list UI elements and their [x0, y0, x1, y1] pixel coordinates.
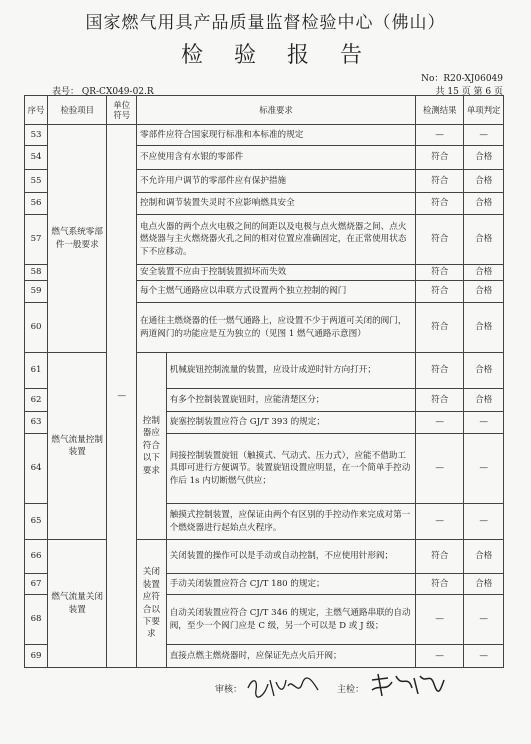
row-verdict: 合格 — [464, 265, 504, 281]
row-no: 68 — [25, 595, 48, 645]
group-flow-shutoff: 燃气流量关闭装置 — [48, 540, 107, 668]
col-unit: 单位符号 — [107, 96, 137, 125]
row-no: 66 — [25, 540, 48, 574]
row-verdict: 合格 — [464, 146, 504, 170]
group-general-requirements: 燃气系统零部件一般要求 — [48, 125, 107, 353]
row-requirement: 旋塞控制装置应符合 GJ/T 393 的规定； — [166, 412, 415, 434]
row-requirement: 电点火器的两个点火电极之间的间距以及电极与点火燃烧器之间、点火燃烧器与主火燃烧器火孔之间的相对位置应准确固定，在正常使用状态下不应移动。 — [137, 215, 416, 265]
row-verdict: 合格 — [464, 574, 504, 595]
row-verdict: 合格 — [464, 353, 504, 389]
header-row — [25, 96, 504, 125]
row-result: 符合 — [416, 215, 464, 265]
row-requirement: 安全装置不应由于控制装置损坏而失效 — [137, 265, 416, 281]
row-verdict: — — [464, 595, 504, 645]
row-result: 符合 — [416, 303, 464, 353]
row-result: — — [416, 504, 464, 540]
row-no: 59 — [25, 281, 48, 303]
row-requirement: 关闭装置的操作可以是手动或自动控制，不应使用针形阀； — [166, 540, 415, 574]
document-title: 检 验 报 告 — [181, 43, 374, 68]
row-requirement: 有多个控制装置旋钮时，应能清楚区分； — [166, 389, 415, 412]
row-verdict: 合格 — [464, 281, 504, 303]
col-seq: 序号 — [25, 96, 48, 125]
row-verdict: 合格 — [464, 389, 504, 412]
row-result: — — [416, 412, 464, 434]
col-result: 检测结果 — [416, 96, 464, 125]
row-verdict: — — [464, 434, 504, 504]
col-item: 检验项目 — [48, 96, 107, 125]
row-result: 符合 — [416, 540, 464, 574]
inspection-table — [24, 95, 504, 668]
row-result: 符合 — [416, 146, 464, 170]
row-requirement: 在通往主燃烧器的任一燃气通路上，应设置不少于两道可关闭的阀门，两道阀门的功能应是互为独立的（见图 1 燃气通路示意图） — [137, 303, 416, 353]
row-requirement: 机械旋钮控制流量的装置，应设计成逆时针方向打开； — [166, 353, 415, 389]
row-no: 53 — [25, 125, 48, 146]
row-requirement: 控制和调节装置失灵时不应影响燃具安全 — [137, 193, 416, 215]
col-verdict: 单项判定 — [464, 96, 504, 125]
row-verdict: 合格 — [464, 170, 504, 193]
row-requirement: 零部件应符合国家现行标准和本标准的规定 — [137, 125, 416, 146]
row-no: 54 — [25, 146, 48, 170]
row-no: 64 — [25, 434, 48, 504]
row-no: 65 — [25, 504, 48, 540]
report-number: No：R20-XJ06049 — [421, 74, 503, 84]
row-requirement: 不应使用含有水银的零部件 — [137, 146, 416, 170]
row-no: 55 — [25, 170, 48, 193]
row-verdict: — — [464, 125, 504, 146]
row-verdict: 合格 — [464, 193, 504, 215]
supervisor-label: 主检： — [337, 685, 365, 695]
subgroup-shutoff: 关闭装置应符合以下要求 — [137, 540, 167, 668]
row-no: 67 — [25, 574, 48, 595]
row-verdict: 合格 — [464, 215, 504, 265]
row-result: — — [416, 434, 464, 504]
row-verdict: 合格 — [464, 540, 504, 574]
row-no: 60 — [25, 303, 48, 353]
organization-name: 国家燃气用具产品质量监督检验中心（佛山） — [85, 13, 446, 33]
row-verdict: 合格 — [464, 303, 504, 353]
row-requirement: 不允许用户调节的零部件应有保护措施 — [137, 170, 416, 193]
row-no: 56 — [25, 193, 48, 215]
row-requirement: 触摸式控制装置，应保证由两个有区别的手控动作来完成对第一个燃烧器进行起始点火程序。 — [166, 504, 415, 540]
row-requirement: 手动关闭装置应符合 CJ/T 180 的规定； — [166, 574, 415, 595]
row-no: 62 — [25, 389, 48, 412]
table-row — [25, 540, 504, 574]
row-result: 符合 — [416, 193, 464, 215]
row-verdict: — — [464, 504, 504, 540]
row-result: 符合 — [416, 170, 464, 193]
unit-symbol: — — [107, 125, 137, 668]
reviewer-signature — [244, 674, 324, 702]
row-verdict: — — [464, 645, 504, 668]
row-no: 69 — [25, 645, 48, 668]
table-row — [25, 125, 504, 146]
row-result: 符合 — [416, 353, 464, 389]
row-requirement: 直接点燃主燃烧器时，应保证先点火后开阀； — [166, 645, 415, 668]
row-no: 61 — [25, 353, 48, 389]
row-result: 符合 — [416, 574, 464, 595]
row-result: 符合 — [416, 281, 464, 303]
row-no: 58 — [25, 265, 48, 281]
group-flow-control: 燃气流量控制装置 — [48, 353, 107, 540]
table-row — [25, 353, 504, 389]
form-number: 表号： QR-CX049-02.R — [52, 87, 154, 97]
supervisor-signature — [368, 670, 448, 702]
reviewer-label: 审核： — [215, 685, 243, 695]
row-result: — — [416, 595, 464, 645]
page-indicator: 共 15 页 第 6 页 — [435, 87, 503, 97]
row-no: 63 — [25, 412, 48, 434]
row-result: 符合 — [416, 265, 464, 281]
row-result: — — [416, 645, 464, 668]
row-result: 符合 — [416, 389, 464, 412]
row-result: — — [416, 125, 464, 146]
row-verdict: — — [464, 412, 504, 434]
row-requirement: 间接控制装置旋钮（触摸式、气动式、压力式），应能不借助工具即可进行方便调节。装置旋钮设置应明显，在一个简单手控动作后 1s 内切断燃气供应； — [166, 434, 415, 504]
row-requirement: 自动关闭装置应符合 CJ/T 346 的规定，主燃气通路串联的自动阀，至少一个阀门应是 C 级，另一个可以是 D 或 J 级； — [166, 595, 415, 645]
row-no: 57 — [25, 215, 48, 265]
row-requirement: 每个主燃气通路应以串联方式设置两个独立控制的阀门 — [137, 281, 416, 303]
subgroup-controller: 控制器应符合以下要求 — [137, 353, 167, 540]
col-requirement: 标准要求 — [137, 96, 416, 125]
